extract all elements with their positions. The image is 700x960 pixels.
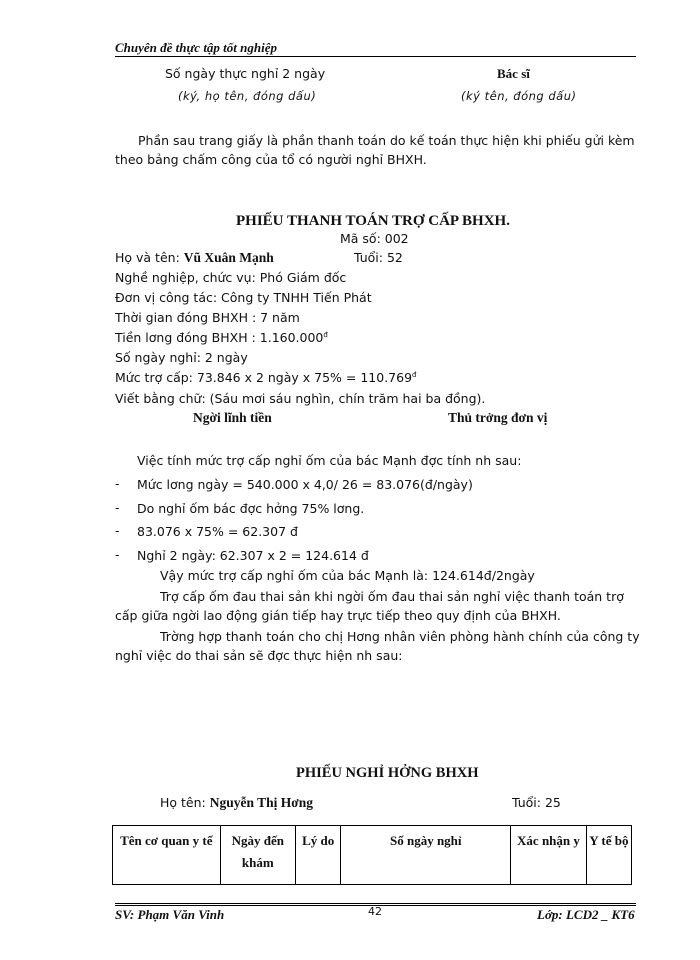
actual-days-off-text: Số ngày thực nghỉ 2 ngày bbox=[165, 66, 326, 81]
bullet-mark: - bbox=[115, 500, 120, 515]
daily-salary-bullet: Mức lơng ngày = 540.000 x 4,0/ 26 = 83.076(đ/ngày) bbox=[137, 477, 473, 492]
insurance-period-line: Thời gian đóng BHXH : 7 năm bbox=[115, 310, 300, 325]
workplace-line: Đơn vị công tác: Công ty TNHH Tiến Phát bbox=[115, 290, 372, 305]
student-name: SV: Phạm Văn Vinh bbox=[115, 907, 225, 922]
receiver-label: Ngời lĩnh tiền bbox=[193, 410, 272, 425]
allowance-line bbox=[115, 370, 416, 385]
column-header: Lý do bbox=[296, 826, 341, 885]
header-rule bbox=[115, 56, 636, 57]
calculation-conclusion: Vậy mức trợ cấp nghỉ ốm của bác Mạnh là: 124.614đ/2ngày bbox=[160, 568, 535, 583]
intro-paragraph: Phần sau trang giấy là phần thanh toán do kế toán thực hiện khi phiếu gửi kèm theo bảng chấm công của tổ có người nghỉ BHXH. bbox=[115, 133, 635, 167]
name-label: Họ tên: bbox=[160, 795, 206, 810]
days-off-line: Số ngày nghỉ: 2 ngày bbox=[115, 350, 248, 365]
allowance-text: Mức trợ cấp: 73.846 x 2 ngày x 75% = 110.769 bbox=[115, 370, 413, 385]
column-header: Tên cơ quan y tế bbox=[113, 826, 221, 885]
name-label: Họ và tên: bbox=[115, 250, 180, 265]
total-allowance-bullet: Nghỉ 2 ngày: 62.307 x 2 = 124.614 đ bbox=[137, 548, 369, 563]
payment-form-title: PHIẾU THANH TOÁN TRỢ CẤP BHXH. bbox=[236, 213, 510, 229]
column-header: Số ngày nghỉ bbox=[341, 826, 511, 885]
page-number: 42 bbox=[368, 905, 382, 918]
currency-mark-2: đ bbox=[412, 370, 417, 379]
sick-leave-table bbox=[112, 825, 632, 885]
payment-form-code: Mã số: 002 bbox=[340, 231, 409, 246]
column-header: Y tế bộ bbox=[586, 826, 631, 885]
name-value: Vũ Xuân Mạnh bbox=[183, 250, 274, 265]
employee-age: Tuổi: 25 bbox=[512, 795, 561, 810]
sick-form-title: PHIẾU NGHỈ HỞNG BHXH bbox=[296, 765, 479, 781]
bullet-mark: - bbox=[115, 523, 120, 538]
daily-allowance-bullet: 83.076 x 75% = 62.307 đ bbox=[137, 524, 298, 539]
beneficiary-name-row bbox=[115, 250, 274, 266]
case-paragraph: Trờng hợp thanh toán cho chị Hơng nhân viên phòng hành chính của công ty nghỉ việc do thai sản sẽ đợc thực hiện nh sau: bbox=[115, 629, 640, 663]
table-header-row bbox=[113, 826, 632, 885]
beneficiary-age: Tuổi: 52 bbox=[354, 250, 403, 265]
page-header-title: Chuyên đề thực tập tốt nghiệp bbox=[115, 40, 277, 55]
class-label: Lớp: LCD2 _ KT6 bbox=[537, 907, 635, 922]
amount-in-words-line: Viết bằng chữ: (Sáu mơi sáu nghìn, chín trăm hai ba đồng). bbox=[115, 391, 486, 406]
unit-head-label: Thủ trởng đơn vị bbox=[448, 410, 548, 425]
insured-salary-text: Tiền lơng đóng BHXH : 1.160.000 bbox=[115, 330, 324, 345]
employee-name-row bbox=[160, 795, 313, 811]
column-header: Xác nhận y bbox=[511, 826, 586, 885]
doctor-title: Bác sĩ bbox=[497, 66, 530, 81]
sick-rate-bullet: Do nghỉ ốm bác đợc hởng 75% lơng. bbox=[137, 501, 365, 516]
column-header: Ngày đến khám bbox=[220, 826, 295, 885]
insured-salary-line bbox=[115, 330, 328, 345]
footer-rule bbox=[115, 903, 636, 904]
employee-name-value: Nguyễn Thị Hơng bbox=[209, 795, 313, 810]
left-signature-note: (ký, họ tên, đóng dấu) bbox=[178, 89, 317, 103]
calculation-intro: Việc tính mức trợ cấp nghỉ ốm của bác Mạnh đợc tính nh sau: bbox=[137, 453, 522, 468]
maternity-allowance-paragraph: Trợ cấp ốm đau thai sản khi ngời ốm đau thai sản nghỉ việc thanh toán trợ cấp giữa ngời lao động gián tiếp hay trực tiếp theo quy định của BHXH. bbox=[115, 589, 624, 623]
occupation-line: Nghề nghiệp, chức vụ: Phó Giám đốc bbox=[115, 270, 347, 285]
currency-mark: đ bbox=[323, 330, 328, 339]
right-signature-note: (ký tên, đóng dấu) bbox=[461, 89, 577, 103]
bullet-mark: - bbox=[115, 547, 120, 562]
bullet-mark: - bbox=[115, 476, 120, 491]
